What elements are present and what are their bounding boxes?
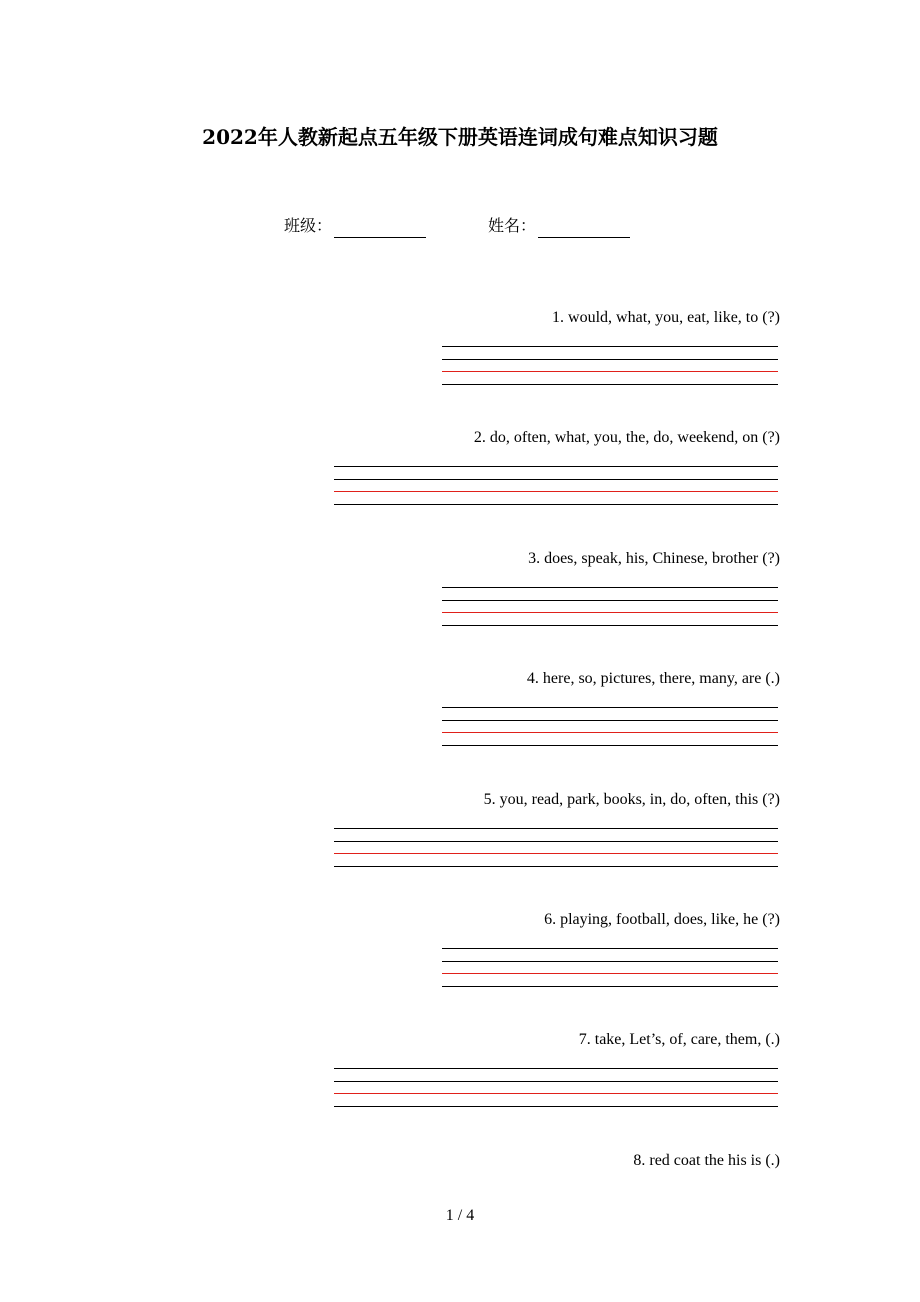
writing-line xyxy=(334,504,778,505)
question-text: 6. playing, football, does, like, he (?) xyxy=(544,911,780,928)
writing-line xyxy=(442,948,778,949)
writing-line xyxy=(442,986,778,987)
page-title: 2022年人教新起点五年级下册英语连词成句难点知识习题 xyxy=(202,125,718,149)
writing-line xyxy=(442,625,778,626)
question-text: 8. red coat the his is (.) xyxy=(633,1152,780,1169)
question-text: 3. does, speak, his, Chinese, brother (?) xyxy=(528,550,780,567)
writing-line-red xyxy=(442,371,778,372)
writing-line-red xyxy=(442,612,778,613)
name-blank[interactable] xyxy=(538,217,630,238)
writing-line xyxy=(442,745,778,746)
writing-line xyxy=(442,587,778,588)
writing-line-red xyxy=(334,1093,778,1094)
writing-line xyxy=(442,720,778,721)
writing-line-red xyxy=(442,973,778,974)
writing-line-red xyxy=(334,853,778,854)
class-field xyxy=(284,214,426,238)
question-text: 1. would, what, you, eat, like, to (?) xyxy=(552,309,780,326)
name-field xyxy=(488,214,630,238)
question-text: 5. you, read, park, books, in, do, often, this (?) xyxy=(483,791,780,808)
writing-line xyxy=(442,961,778,962)
student-info-row xyxy=(0,214,920,240)
writing-line xyxy=(334,479,778,480)
writing-line xyxy=(442,384,778,385)
page-number: 1 / 4 xyxy=(445,1207,475,1224)
question-text: 2. do, often, what, you, the, do, weekend, on (?) xyxy=(473,429,780,446)
writing-line-red xyxy=(334,491,778,492)
question-text: 4. here, so, pictures, there, many, are (.) xyxy=(526,670,780,687)
class-blank[interactable] xyxy=(334,217,426,238)
name-label: 姓名： xyxy=(488,216,537,235)
writing-line xyxy=(442,346,778,347)
question-text: 7. take, Let’s, of, care, them, (.) xyxy=(578,1031,780,1048)
writing-line xyxy=(334,1081,778,1082)
writing-line xyxy=(442,707,778,708)
writing-line xyxy=(442,359,778,360)
writing-line xyxy=(334,466,778,467)
writing-line xyxy=(442,600,778,601)
writing-line xyxy=(334,1068,778,1069)
writing-line xyxy=(334,1106,778,1107)
writing-line xyxy=(334,828,778,829)
writing-line xyxy=(334,866,778,867)
writing-line-red xyxy=(442,732,778,733)
class-label: 班级： xyxy=(284,216,333,235)
writing-line xyxy=(334,841,778,842)
